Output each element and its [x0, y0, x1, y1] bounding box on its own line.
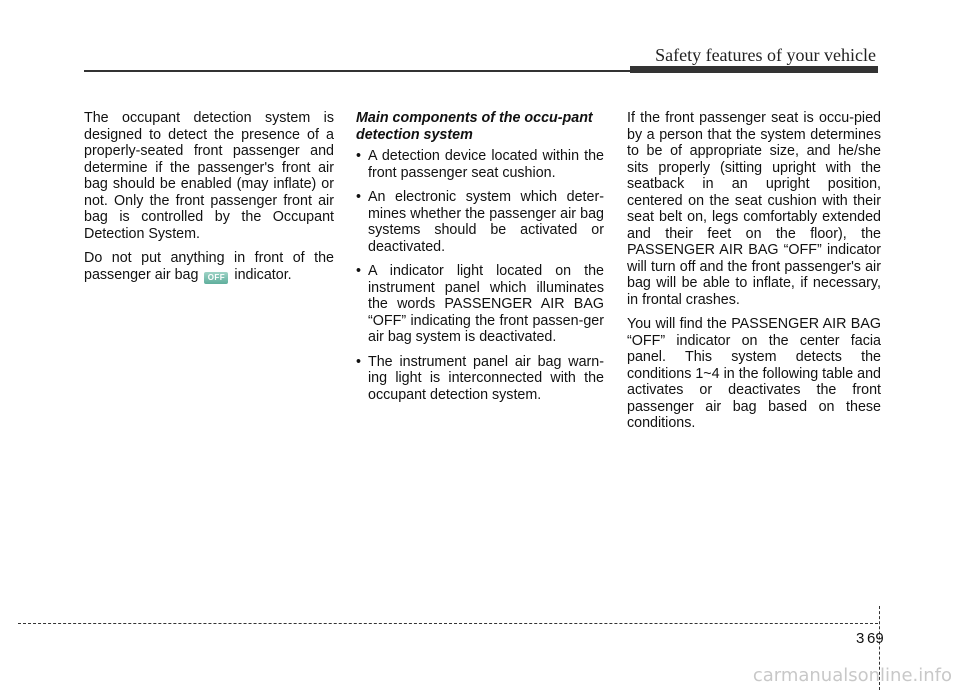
section-heading: Main components of the occu-pant detection system: [356, 110, 593, 143]
footer-rule: [18, 623, 878, 624]
intro-paragraph: The occupant detection system is designed to detect the presence of a properly-seated front passenger and determine if the passenger's front air bag should be enabled (may inflate) or not. Only the front passenger front air bag is controlled by the Occupant Detection System.: [84, 110, 334, 242]
column-1: [84, 110, 334, 292]
column-3: [627, 110, 881, 440]
header-title: Safety features of your vehicle: [655, 45, 876, 65]
page-number: 69: [867, 630, 884, 647]
list-item: • An electronic system which deter-mines whether the passenger air bag systems should be activated or deactivated.: [356, 189, 604, 255]
passenger-air-bag-off-icon: OFF: [204, 272, 228, 284]
operation-paragraph: If the front passenger seat is occu-pied by a person that the system determines to be of appropriate size, and he/she sits properly (sitting upright with the seatback in an upright position, centered on the seat cushion with their seat belt on, legs comfortably extended and their feet on the floor), the PASSENGER AIR BAG “OFF” indicator will turn off and the front passenger's air bag will be able to inflate, if necessary, in frontal crashes.: [627, 110, 881, 308]
location-paragraph: You will find the PASSENGER AIR BAG “OFF” indicator on the center facia panel. This system detects the conditions 1~4 in the following table and activates or deactivates the front passenger air bag based on these conditions.: [627, 316, 881, 431]
chapter-number: 3: [856, 630, 865, 647]
warning-paragraph: [84, 250, 334, 284]
header-rule-accent: [630, 66, 878, 73]
column-2: [356, 110, 604, 411]
list-item: • The instrument panel air bag warn-ing light is interconnected with the occupant detection system.: [356, 354, 604, 404]
warning-text-after: indicator.: [234, 266, 292, 283]
list-item: • A detection device located within the front passenger seat cushion.: [356, 148, 604, 181]
components-list: [356, 148, 604, 403]
watermark: carmanualsonline.info: [752, 665, 952, 686]
header-rule: [84, 70, 630, 72]
list-item: • A indicator light located on the instrument panel which illuminates the words PASSENGER AIR BAG “OFF” indicating the front passen-ger air bag system is deactivated.: [356, 263, 604, 346]
warning-text-before: Do not put anything in front of the passenger air bag: [84, 250, 334, 283]
